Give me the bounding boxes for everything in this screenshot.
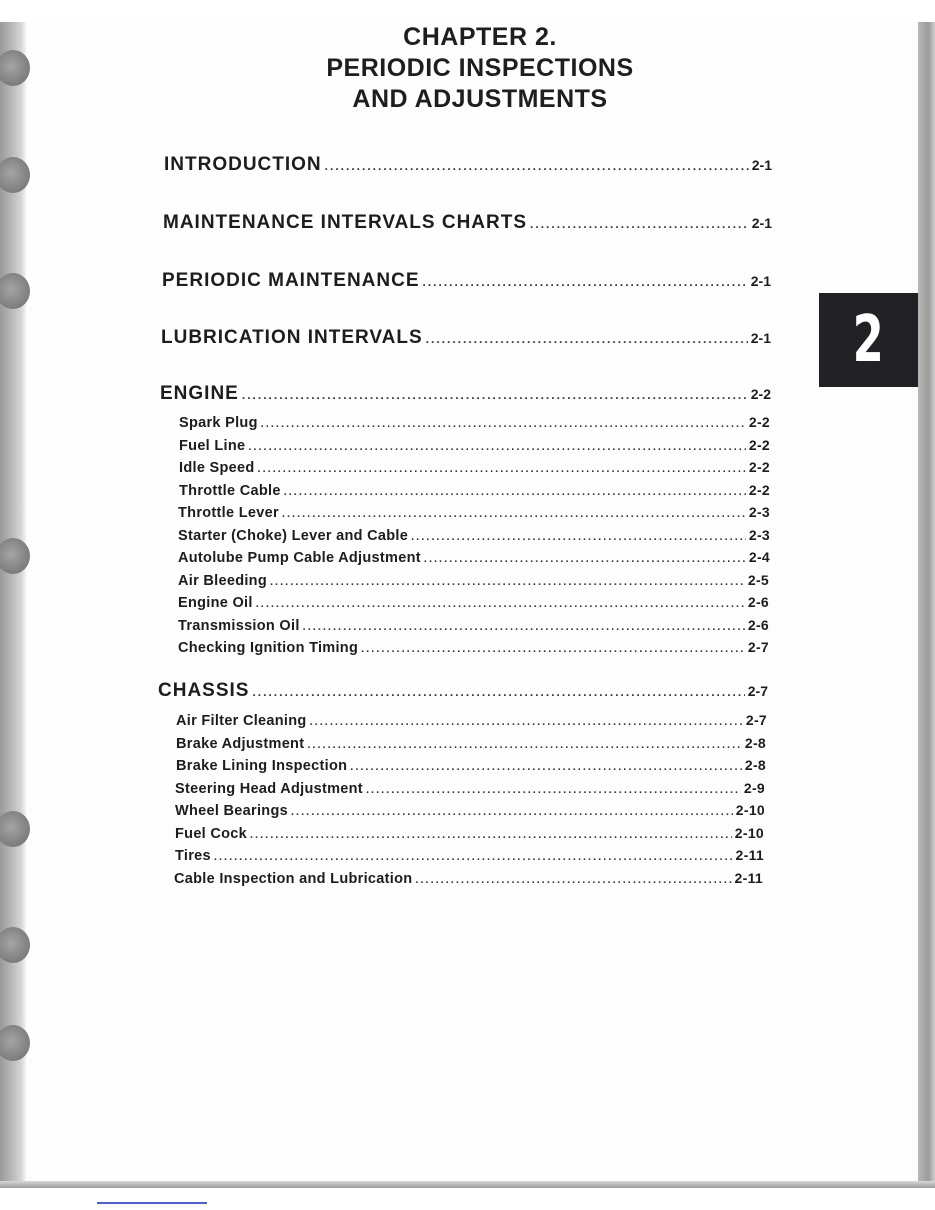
toc-page: 2-2 — [748, 482, 770, 498]
dot-leader — [284, 486, 746, 498]
toc-item[interactable] — [175, 802, 765, 819]
dot-leader — [252, 685, 744, 699]
toc-item[interactable] — [175, 825, 764, 842]
toc-item[interactable] — [176, 712, 767, 729]
dot-leader — [214, 851, 733, 863]
toc-label: ENGINE — [160, 383, 239, 404]
toc-label: Brake Adjustment — [176, 736, 305, 752]
toc-page: 2-8 — [744, 735, 766, 751]
toc-page: 2-2 — [748, 414, 770, 430]
toc-label: Air Bleeding — [178, 573, 267, 589]
toc-item[interactable] — [175, 847, 764, 864]
toc-label: Spark Plug — [179, 415, 258, 431]
toc-entry-introduction[interactable] — [164, 154, 772, 176]
dot-leader — [242, 388, 748, 402]
toc-page: 2-11 — [735, 847, 764, 863]
toc-page: 2-6 — [747, 594, 769, 610]
dot-leader — [248, 441, 746, 453]
toc-label: Throttle Cable — [179, 483, 281, 499]
toc-page: 2-10 — [735, 802, 765, 818]
toc-page: 2-5 — [747, 572, 769, 588]
toc-label: Air Filter Cleaning — [176, 713, 307, 729]
toc-label: MAINTENANCE INTERVALS CHARTS — [163, 212, 528, 233]
toc-page: 2-2 — [750, 386, 771, 402]
toc-label: Fuel Cock — [175, 826, 247, 842]
toc-item[interactable] — [176, 757, 766, 774]
toc-label: Idle Speed — [179, 460, 255, 476]
toc-page: 2-10 — [734, 825, 764, 841]
toc-label: Throttle Lever — [178, 505, 279, 521]
toc-label: Autolube Pump Cable Adjustment — [178, 550, 421, 566]
toc-label: Steering Head Adjustment — [175, 781, 363, 797]
chapter-tab — [819, 293, 918, 387]
toc-label: Transmission Oil — [178, 618, 300, 634]
toc-page: 2-1 — [751, 157, 772, 173]
toc-label: PERIODIC MAINTENANCE — [162, 270, 420, 291]
dot-leader — [256, 598, 745, 610]
dot-leader — [361, 643, 745, 655]
dot-leader — [310, 716, 743, 728]
toc-item[interactable] — [175, 780, 765, 797]
toc-item[interactable] — [176, 735, 766, 752]
toc-label: Brake Lining Inspection — [176, 758, 348, 774]
toc-item[interactable] — [174, 870, 763, 887]
dot-leader — [411, 531, 746, 543]
toc-item[interactable] — [179, 482, 770, 499]
chapter-tab-number: 2 — [852, 303, 885, 377]
title-line: AND ADJUSTMENTS — [352, 85, 608, 113]
toc-page: 2-2 — [748, 459, 770, 475]
toc-label: CHASSIS — [158, 680, 250, 701]
link-underline[interactable] — [97, 1202, 207, 1204]
dot-leader — [350, 761, 742, 773]
dot-leader — [250, 829, 732, 841]
toc-page: 2-4 — [748, 549, 770, 565]
toc-entry-periodic-maintenance[interactable] — [162, 270, 771, 292]
dot-leader — [258, 463, 746, 475]
toc-label: Cable Inspection and Lubrication — [174, 871, 413, 887]
toc-page: 2-8 — [744, 757, 766, 773]
dot-leader — [423, 275, 748, 289]
toc-section-chassis[interactable] — [158, 680, 768, 702]
toc-page: 2-7 — [745, 712, 767, 728]
toc-page: 2-1 — [750, 273, 771, 289]
dot-leader — [424, 553, 746, 565]
toc-page: 2-3 — [748, 527, 770, 543]
toc-label: Fuel Line — [179, 438, 246, 454]
dot-leader — [261, 418, 746, 430]
dot-leader — [303, 621, 745, 633]
toc-page: 2-3 — [748, 504, 770, 520]
page-edge-right — [918, 22, 935, 1187]
toc-page: 2-9 — [743, 780, 765, 796]
dot-leader — [415, 874, 731, 886]
toc-label: Tires — [175, 848, 211, 864]
toc-page: 2-11 — [734, 870, 763, 886]
toc-item[interactable] — [178, 527, 770, 544]
toc-item[interactable] — [179, 437, 770, 454]
toc-page: 2-6 — [747, 617, 769, 633]
chapter-title — [230, 22, 730, 115]
toc-page: 2-7 — [747, 639, 769, 655]
toc-page: 2-7 — [747, 683, 768, 699]
toc-item[interactable] — [179, 459, 770, 476]
dot-leader — [426, 332, 748, 346]
title-line: CHAPTER 2. — [403, 23, 557, 51]
toc-label: INTRODUCTION — [164, 154, 322, 175]
toc-item[interactable] — [178, 617, 769, 634]
toc-item[interactable] — [178, 549, 770, 566]
toc-section-engine[interactable] — [160, 383, 771, 405]
toc-label: Starter (Choke) Lever and Cable — [178, 528, 409, 544]
toc-item[interactable] — [179, 414, 770, 431]
toc-item[interactable] — [178, 504, 770, 521]
toc-page: 2-2 — [748, 437, 770, 453]
toc-page: 2-1 — [750, 330, 771, 346]
dot-leader — [530, 217, 749, 231]
dot-leader — [291, 806, 733, 818]
toc-label: Checking Ignition Timing — [178, 640, 359, 656]
page-edge-bottom — [0, 1181, 935, 1188]
toc-label: Wheel Bearings — [175, 803, 288, 819]
dot-leader — [325, 159, 749, 173]
dot-leader — [270, 576, 745, 588]
dot-leader — [307, 739, 742, 751]
toc-label: Engine Oil — [178, 595, 253, 611]
title-line: PERIODIC INSPECTIONS — [326, 54, 634, 82]
dot-leader — [366, 784, 741, 796]
toc-item[interactable] — [178, 639, 769, 656]
toc-entry-maintenance-intervals-charts[interactable] — [163, 212, 772, 234]
dot-leader — [282, 508, 746, 520]
binder-edge-left — [0, 22, 26, 1187]
toc-entry-lubrication-intervals[interactable] — [161, 327, 771, 349]
toc-label: LUBRICATION INTERVALS — [161, 327, 423, 348]
toc-page: 2-1 — [751, 215, 772, 231]
toc-item[interactable] — [178, 572, 769, 589]
toc-item[interactable] — [178, 594, 769, 611]
